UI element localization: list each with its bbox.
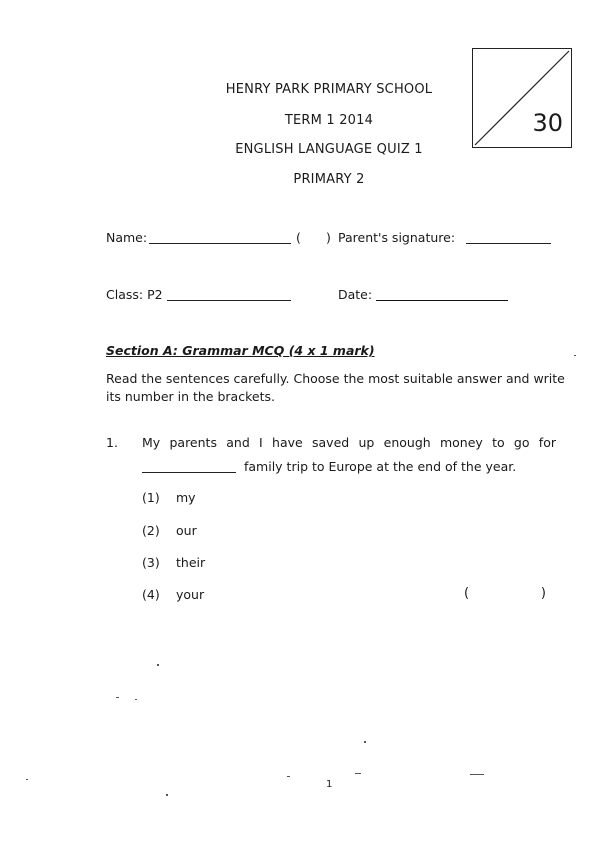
parent-signature-field[interactable] [466,243,551,244]
scan-speck [157,664,159,666]
scan-speck [116,697,119,698]
question-number: 1. [106,435,118,450]
date-field[interactable] [376,300,508,301]
section-title: Section A: Grammar MCQ (4 x 1 mark) [106,343,375,358]
page-number: 1 [326,779,333,790]
option-text: their [176,555,206,570]
parent-signature-label: Parent's signature: [338,230,456,245]
option-number: (4) [142,587,160,602]
section-instructions: Read the sentences carefully. Choose the most suitable answer and write its number in the brackets. [106,371,565,404]
option-number: (2) [142,523,160,538]
level-label: PRIMARY 2 [293,172,365,187]
option-text: my [176,490,196,505]
term-label: TERM 1 2014 [284,113,374,128]
question-line-1: My parents and I have saved up enough money to go for [142,435,556,450]
scan-speck [287,776,290,777]
scan-speck [355,773,361,774]
option-3[interactable] [0,555,600,569]
option-2[interactable] [0,523,600,537]
answer-close-bracket: ) [540,586,546,601]
name-label: Name: [106,230,148,245]
quiz-title: ENGLISH LANGUAGE QUIZ 1 [235,142,423,157]
scan-speck [364,741,366,743]
class-label: Class: P2 [106,287,163,302]
option-4[interactable] [0,587,440,601]
scan-speck [166,794,168,796]
name-field[interactable] [149,243,291,244]
answer-brackets[interactable] [464,586,546,601]
option-text: our [176,523,197,538]
option-number: (1) [142,490,160,505]
score-total: 30 [532,109,563,137]
scan-speck [470,774,484,775]
scan-speck [26,779,28,780]
index-close-bracket: ) [326,230,331,245]
question-blank [142,472,236,473]
scan-speck [574,355,576,356]
answer-open-bracket: ( [464,586,470,601]
score-box [472,48,572,148]
option-text: your [176,587,205,602]
option-number: (3) [142,555,160,570]
class-field[interactable] [167,300,291,301]
scan-speck [135,699,137,700]
question-line-2: family trip to Europe at the end of the year. [244,459,517,474]
index-open-bracket: ( [296,230,301,245]
school-name: HENRY PARK PRIMARY SCHOOL [225,82,433,97]
date-label: Date: [338,287,373,302]
option-1[interactable] [0,490,600,504]
